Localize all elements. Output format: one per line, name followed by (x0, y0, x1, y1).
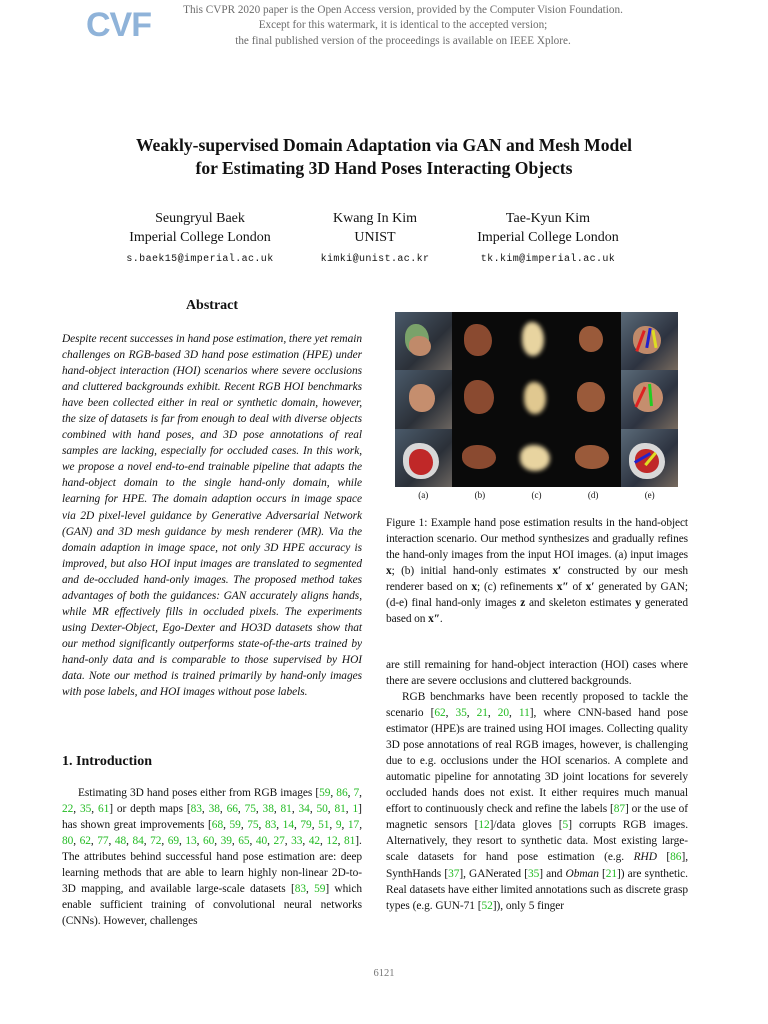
author-email[interactable]: tk.kim@imperial.ac.uk (480, 254, 616, 265)
italic-text: Obman (565, 867, 599, 880)
citation-link[interactable]: 21 (476, 707, 488, 720)
figure-cell-input (395, 312, 452, 370)
author-email[interactable]: kimki@unist.ac.kr (320, 254, 430, 265)
citation-link[interactable]: 72 (150, 835, 162, 848)
citation-link[interactable]: 22 (62, 803, 74, 816)
figure-label: (c) (531, 490, 542, 500)
figure-cell-final (565, 429, 622, 487)
citation-link[interactable]: 38 (262, 803, 274, 816)
citation-link[interactable]: 12 (478, 819, 490, 832)
citation-link[interactable]: 75 (244, 803, 256, 816)
figure-1-caption: Figure 1: Example hand pose estimation results in the hand-object interaction scenario. Our method synthesizes and gradually refines the hand-only images from the input HOI images. (a) input images x; (b) initial hand-only estimates x′ constructed by our mesh renderer based on x; (c) refinements x″ of x′ generated by GAN; (d-e) final hand-only images z and skeleton estimates y generated based on x″. (386, 517, 688, 626)
citation-link[interactable]: 83 (294, 883, 306, 896)
citation-link[interactable]: 33 (291, 835, 303, 848)
author-name: Kwang In Kim (333, 211, 417, 226)
math-symbol: x″ (556, 581, 569, 594)
figure-1-column-labels (395, 490, 678, 500)
intro-paragraph-3: RGB benchmarks have been recently proposed to tackle the scenario [62, 35, 21, 20, 11], where CNN-based hand pose estimator (HPE)s are trained using HOI images. Collecting quality 3D pose annotations of real RGB images, however, is challenging due to e.g. occlusions under the HOI scenarios. A complete and automatic pipeline for annotating 3D joint locations for severely occluded hands does not exist. It either requires much manual effort to continuously check and refine the labels [87] or the use of magnetic sensors [12]/data gloves [5] corrupts RGB images. Alternatively, they resort to synthetic data. Most existing large-scale datasets for hand pose estimation (e.g. RHD [86], SynthHands [37], GANerated [35] and Obman [21]) are synthetic. Real datasets have either limited annotations such as discrete grasp types (e.g. GUN-71 [52]), only 5 finger (386, 691, 688, 912)
author-name: Seungryul Baek (155, 211, 245, 226)
figure-cell-gan (508, 370, 565, 428)
page-number: 6121 (373, 968, 395, 979)
citation-link[interactable]: 51 (318, 819, 330, 832)
math-symbol: y (635, 597, 641, 610)
cvf-logo: CVF (86, 6, 151, 44)
math-symbol: x′ (552, 565, 562, 578)
citation-link[interactable]: 79 (300, 819, 312, 832)
title-line: for Estimating 3D Hand Poses Interacting Objects (195, 158, 573, 178)
citation-link[interactable]: 12 (326, 835, 338, 848)
figure-cell-gan (508, 312, 565, 370)
figure-label: (d) (587, 490, 599, 500)
watermark-line: the final published version of the proceedings is available on IEEE Xplore. (235, 34, 571, 47)
intro-paragraph-1: Estimating 3D hand poses either from RGB images [59, 86, 7, 22, 35, 61] or depth maps [83, 38, 66, 75, 38, 81, 34, 50, 81, 1] has shown great improvements [68, 59, 75, 83, 14, 79, 51, 9, 17, 80, 62, 77, 48, 84, 72, 69, 13, 60, 39, 65, 40, 27, 33, 42, 12, 81]. The attributes behind successful hand pose estimation are: deep learning methods that are able to learn highly non-linear 2D-to-3D mapping, and available large-scale datasets [83, 59] which enable sufficient training of convolutional neural networks (CNNs). However, challenges (62, 787, 363, 928)
citation-link[interactable]: 84 (132, 835, 144, 848)
citation-link[interactable]: 14 (282, 819, 294, 832)
figure-cell-final (565, 370, 622, 428)
figure-cell-final (565, 312, 622, 370)
citation-link[interactable]: 27 (273, 835, 285, 848)
math-symbol: x″ (428, 613, 440, 626)
citation-link[interactable]: 35 (527, 867, 540, 880)
citation-link[interactable]: 21 (605, 867, 618, 880)
citation-link[interactable]: 83 (264, 819, 277, 832)
watermark-line: Except for this watermark, it is identical to the accepted version; (258, 19, 548, 32)
figure-cell-skeleton (621, 429, 678, 487)
citation-link[interactable]: 83 (190, 803, 202, 816)
citation-link[interactable]: 37 (448, 867, 460, 880)
math-symbol: z (520, 597, 526, 610)
citation-link[interactable]: 9 (335, 819, 342, 832)
citation-link[interactable]: 69 (167, 835, 180, 848)
author-affiliation: Imperial College London (477, 230, 619, 245)
author-block (438, 209, 658, 269)
citation-link[interactable]: 60 (203, 835, 215, 848)
figure-1-image-grid (395, 312, 678, 487)
citation-link[interactable]: 87 (613, 803, 626, 816)
abstract-heading: Abstract (185, 298, 239, 313)
citation-link[interactable]: 61 (97, 803, 110, 816)
citation-link[interactable]: 48 (114, 835, 127, 848)
citation-link[interactable]: 81 (344, 835, 356, 848)
citation-link[interactable]: 35 (79, 803, 92, 816)
citation-link[interactable]: 38 (208, 803, 220, 816)
citation-link[interactable]: 86 (670, 851, 682, 864)
citation-link[interactable]: 86 (336, 787, 348, 799)
open-access-watermark (160, 3, 646, 49)
figure-label: (b) (474, 490, 486, 500)
figure-cell-input (395, 370, 452, 428)
citation-link[interactable]: 59 (319, 787, 331, 799)
citation-link[interactable]: 52 (481, 899, 493, 912)
citation-link[interactable]: 68 (211, 819, 224, 832)
citation-link[interactable]: 62 (79, 835, 91, 848)
figure-label: (e) (644, 490, 655, 500)
citation-link[interactable]: 7 (353, 787, 360, 799)
citation-link[interactable]: 59 (229, 819, 241, 832)
figure-label: (a) (418, 490, 429, 500)
citation-link[interactable]: 65 (238, 835, 250, 848)
citation-link[interactable]: 34 (298, 803, 310, 816)
citation-link[interactable]: 11 (518, 707, 530, 720)
abstract-text: Despite recent successes in hand pose estimation, there yet remain challenges on RGB-based 3D hand pose estimation (HPE) under hand-object interaction (HOI) scenarios where severe occlusions and cluttered backgrounds exhibit. Recent RGB HOI benchmarks have been collected either in real or synthetic domain, however, the size of datasets is far from enough to deal with diverse objects combined with hand poses, and 3D pose annotations of real samples are lacking, especially for occluded cases. In this work, we propose a novel end-to-end trainable pipeline that adapts the hand-object domain to the single hand-only domain, while learning for HPE. The domain adaption occurs in image space via 2D pixel-level guidance by Generative Adversarial Network (GAN) and 3D mesh guidance by mesh renderer (MR). Via the domain adaption in image space, not only 3D HPE accuracy is improved, but also HOI input images are translated to segmented and de-occluded hand-only images. The proposed method takes advantages of both the guidances: GAN accurately aligns hands, while MR effectively fills in occluded pixels. The experiments using Dexter-Object, Ego-Dexter and HO3D datasets show that our method significantly outperforms state-of-the-arts trained by hand-only data and is comparable to those supervised by HOI data. Note our method is trained primarily by hand-only images with pose labels, and HOI images without pose labels. (62, 333, 362, 699)
citation-link[interactable]: 1 (352, 803, 359, 816)
figure-cell-mesh (452, 429, 509, 487)
figure-cell-skeleton (621, 312, 678, 370)
author-name: Tae-Kyun Kim (505, 211, 591, 226)
citation-link[interactable]: 5 (562, 819, 569, 832)
citation-link[interactable]: 75 (247, 819, 259, 832)
citation-link[interactable]: 66 (226, 803, 238, 816)
figure-cell-mesh (452, 370, 509, 428)
author-email[interactable]: s.baek15@imperial.ac.uk (126, 254, 274, 265)
citation-link[interactable]: 81 (334, 803, 346, 816)
citation-link[interactable]: 77 (97, 835, 109, 848)
citation-link[interactable]: 62 (434, 707, 446, 720)
math-symbol: x (471, 581, 478, 594)
citation-link[interactable]: 59 (314, 883, 326, 896)
italic-text: RHD (633, 851, 657, 864)
citation-link[interactable]: 35 (455, 707, 467, 720)
author-affiliation: UNIST (354, 230, 396, 245)
citation-link[interactable]: 40 (255, 835, 268, 848)
citation-link[interactable]: 81 (280, 803, 292, 816)
citation-link[interactable]: 80 (62, 835, 74, 848)
figure-cell-mesh (452, 312, 509, 370)
math-symbol: x′ (585, 581, 595, 594)
citation-link[interactable]: 17 (347, 819, 360, 832)
figure-cell-input (395, 429, 452, 487)
citation-link[interactable]: 13 (185, 835, 197, 848)
math-symbol: x (386, 565, 392, 578)
introduction-heading: 1. Introduction (62, 754, 152, 769)
figure-cell-gan (508, 429, 565, 487)
citation-link[interactable]: 42 (308, 835, 321, 848)
citation-link[interactable]: 50 (316, 803, 328, 816)
intro-paragraph-2: are still remaining for hand-object interaction (HOI) cases where there are severe occlusions and cluttered backgrounds. (386, 659, 688, 688)
figure-cell-skeleton (621, 370, 678, 428)
paper-title (60, 134, 708, 180)
citation-link[interactable]: 39 (220, 835, 232, 848)
citation-link[interactable]: 20 (497, 707, 510, 720)
title-line: Weakly-supervised Domain Adaptation via GAN and Mesh Model (135, 135, 633, 155)
author-affiliation: Imperial College London (129, 230, 271, 245)
watermark-line: This CVPR 2020 paper is the Open Access version, provided by the Computer Vision Foundation. (183, 4, 623, 16)
